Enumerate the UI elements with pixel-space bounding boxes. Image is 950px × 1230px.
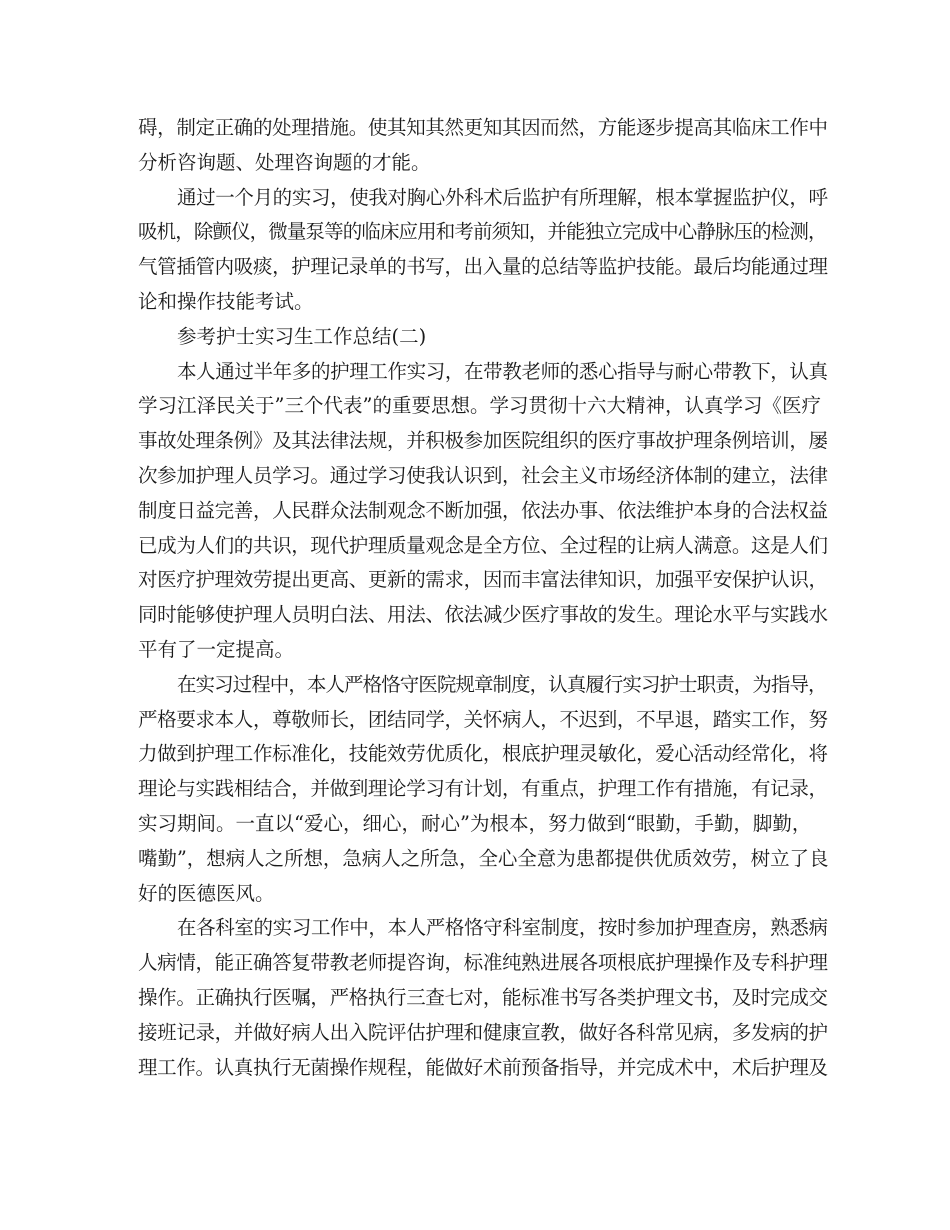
paragraph-4 — [138, 668, 828, 912]
text-line: 严格要求本人，尊敬师长，团结同学，关怀病人，不迟到，不早退，踏实工作，努 — [138, 707, 828, 731]
text-line: 次参加护理人员学习。通过学习使我认识到，社会主义市场经济体制的建立，法律 — [138, 463, 828, 487]
section-title: 参考护士实习生工作总结(二) — [177, 324, 427, 348]
text-line: 接班记录，并做好病人出入院评估护理和健康宣教，做好各科常见病，多发病的护 — [138, 1020, 828, 1044]
text-line: 操作。正确执行医嘱，严格执行三查七对，能标准书写各类护理文书，及时完成交 — [138, 985, 828, 1009]
text-line: 力做到护理工作标准化，技能效劳优质化，根底护理灵敏化，爱心活动经常化，将 — [138, 742, 828, 766]
paragraph-3 — [138, 355, 828, 668]
text-line: 实习期间。一直以“爱心，细心，耐心”为根本，努力做到“眼勤，手勤，脚勤， — [138, 811, 812, 835]
text-line: 理工作。认真执行无菌操作规程，能做好术前预备指导，并完成术中，术后护理及 — [138, 1055, 828, 1079]
text-line: 理论与实践相结合，并做到理论学习有计划，有重点，护理工作有措施，有记录， — [138, 777, 828, 801]
text-line: 事故处理条例》及其法律法规，并积极参加医院组织的医疗事故护理条例培训，屡 — [138, 429, 828, 453]
text-line: 嘴勤”，想病人之所想，急病人之所急，全心全意为患都提供优质效劳，树立了良 — [138, 846, 829, 870]
text-line: 论和操作技能考试。 — [138, 289, 314, 313]
text-line: 在各科室的实习工作中，本人严格恪守科室制度，按时参加护理查房，熟悉病 — [177, 916, 828, 940]
text-line: 同时能够使护理人员明白法、用法、依法减少医疗事故的发生。理论水平与实践水 — [138, 603, 828, 627]
paragraph-5 — [138, 911, 828, 1085]
text-line: 吸机，除颤仪，微量泵等的临床应用和考前须知，并能独立完成中心静脉压的检测， — [138, 220, 827, 244]
text-line: 学习江泽民关于”三个代表”的重要思想。学习贯彻十六大精神，认真学习《医疗 — [138, 394, 821, 418]
text-line: 在实习过程中，本人严格恪守医院规章制度，认真履行实习护士职责，为指导， — [177, 672, 827, 696]
text-line: 已成为人们的共识，现代护理质量观念是全方位、全过程的让病人满意。这是人们 — [138, 533, 828, 557]
paragraph-2 — [138, 181, 828, 320]
text-line: 平有了一定提高。 — [138, 637, 295, 661]
section-heading — [138, 320, 828, 355]
text-line: 碍，制定正确的处理措施。使其知其然更知其因而然，方能逐步提高其临床工作中 — [138, 116, 828, 139]
text-line: 人病情，能正确答复带教老师提咨询，标准纯熟进展各项根底护理操作及专科护理 — [138, 951, 828, 975]
text-line: 本人通过半年多的护理工作实习，在带教老师的悉心指导与耐心带教下，认真 — [177, 359, 828, 383]
text-line: 好的医德医风。 — [138, 881, 275, 905]
document-body — [138, 111, 828, 1085]
text-line: 制度日益完善，人民群众法制观念不断加强，依法办事、依法维护本身的合法权益 — [138, 498, 828, 522]
text-line: 通过一个月的实习，使我对胸心外科术后监护有所理解，根本掌握监护仪，呼 — [177, 185, 828, 209]
paragraph-1 — [138, 111, 828, 181]
text-line: 分析咨询题、处理咨询题的才能。 — [138, 150, 431, 174]
text-line: 对医疗护理效劳提出更高、更新的需求，因而丰富法律知识，加强平安保护认识， — [138, 568, 828, 592]
text-line: 气管插管内吸痰，护理记录单的书写，出入量的总结等监护技能。最后均能通过理 — [138, 255, 828, 279]
